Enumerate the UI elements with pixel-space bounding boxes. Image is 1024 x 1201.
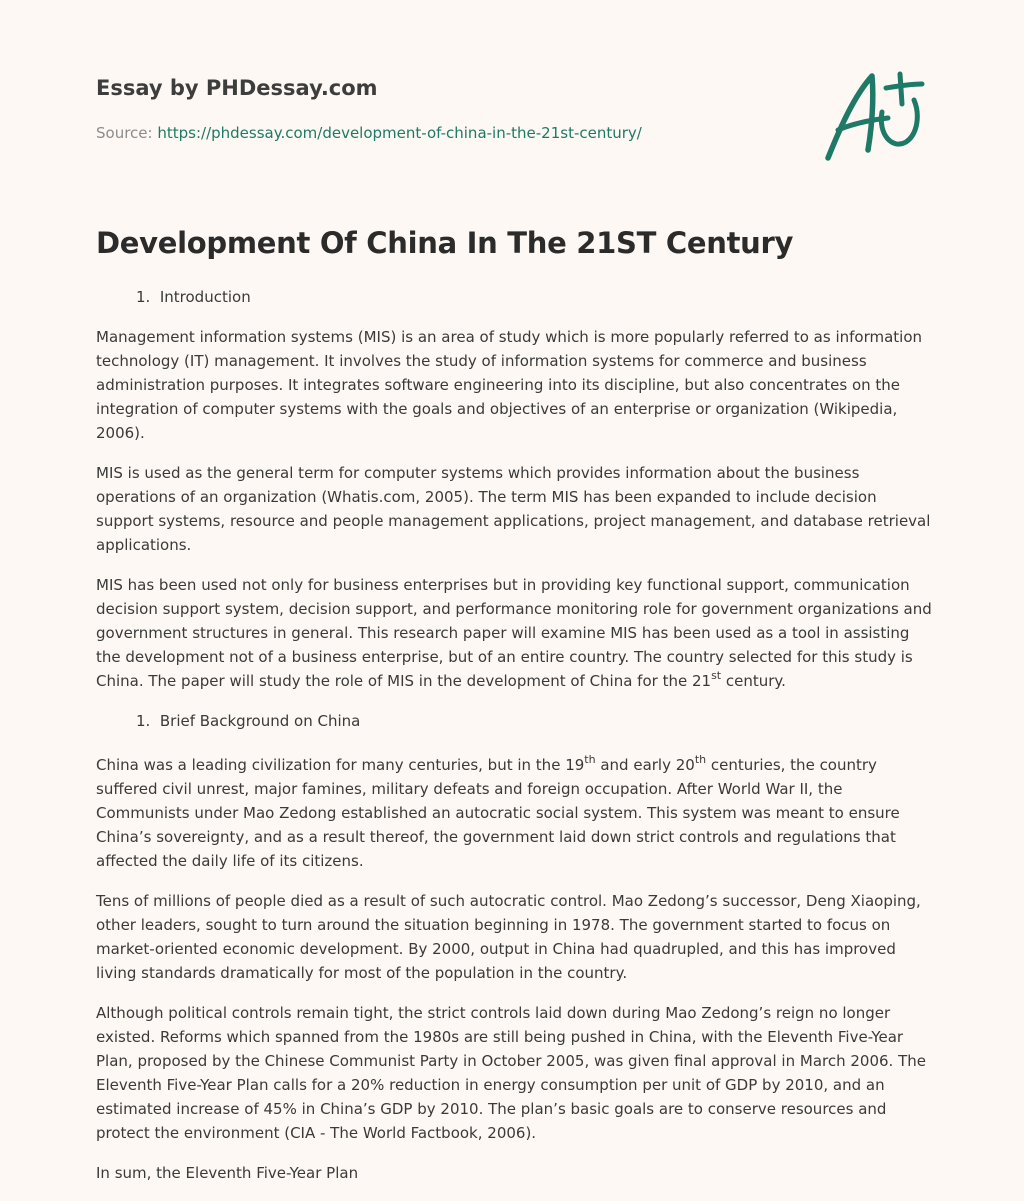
source-line [96, 124, 642, 142]
ordinal-suffix: st [711, 669, 722, 682]
paragraph-4-part-b: and early 20 [595, 756, 695, 774]
source-link[interactable]: https://phdessay.com/development-of-china-in-the-21st-century/ [157, 124, 642, 142]
site-brand: Essay by PHDessay.com [96, 76, 378, 100]
section-heading-label: Brief Background on China [159, 712, 361, 730]
paragraph-2: MIS is used as the general term for computer systems which provides information about the business operations of an organization (Whatis.com, 2005). The term MIS has been expanded to include decision support systems, resource and people management applications, project management, and database retrieval applications. [96, 464, 931, 554]
section-heading-label: Introduction [159, 288, 251, 306]
essay-body [96, 285, 932, 1201]
a-plus-logo-icon [822, 68, 928, 164]
section-number: 1. [136, 288, 151, 306]
section-heading-introduction [96, 285, 932, 309]
ordinal-suffix: th [694, 753, 707, 766]
paragraph-5: Tens of millions of people died as a result of such autocratic control. Mao Zedong’s successor, Deng Xiaoping, other leaders, sought to turn around the situation beginning in 1978. The government started to focus on market-oriented economic development. By 2000, output in China had quadrupled, and this has improved living standards dramatically for most of the population in the country. [96, 892, 921, 982]
paragraph-3-main: MIS has been used not only for business enterprises but in providing key functional support, communication decision support system, decision support, and performance monitoring role for government organizations and government structures in general. This research paper will examine MIS has been used as a tool in assisting the development not of a business enterprise, but of an entire country. The country selected for this study is China. The paper will study the role of MIS in the development of China for the 21 [96, 576, 932, 690]
paragraph-3-end: century. [721, 672, 786, 690]
section-number: 1. [136, 712, 151, 730]
essay-title: Development Of China In The 21ST Century [96, 226, 794, 260]
paragraph-1: Management information systems (MIS) is an area of study which is more popularly referred to as information technology (IT) management. It involves the study of information systems for commerce and business administration purposes. It integrates software engineering into its discipline, but also concentrates on the integration of computer systems with the goals and objectives of an enterprise or organization (Wikipedia, 2006). [96, 328, 923, 442]
source-label: Source: [96, 124, 153, 142]
list-item [136, 709, 932, 733]
list-item [136, 285, 932, 309]
section-heading-background [96, 709, 932, 733]
ordinal-suffix: th [584, 753, 596, 766]
paragraph-6: Although political controls remain tight, the strict controls laid down during Mao Zedong’s reign no longer existed. Reforms which spanned from the 1980s are still being pushed in China, with the Eleventh Five-Year Plan, proposed by the Chinese Communist Party in October 2005, was given final approval in March 2006. The Eleventh Five-Year Plan calls for a 20% reduction in energy consumption per unit of GDP by 2010, and an estimated increase of 45% in China’s GDP by 2010. The plan’s basic goals are to conserve resources and protect the environment (CIA - The World Factbook, 2006). [96, 1004, 926, 1142]
paragraph-4-part-a: China was a leading civilization for many centuries, but in the 19 [96, 756, 585, 774]
paragraph-3 [96, 573, 932, 693]
paragraph-4 [96, 753, 932, 873]
paragraph-4-part-c: centuries, the country suffered civil unrest, major famines, military defeats and foreign occupation. After World War II, the Communists under Mao Zedong established an autocratic social system. This system was meant to ensure China’s sovereignty, and as a result thereof, the government laid down strict controls and regulations that affected the daily life of its citizens. [96, 756, 900, 870]
paragraph-7: In sum, the Eleventh Five-Year Plan [96, 1164, 359, 1182]
